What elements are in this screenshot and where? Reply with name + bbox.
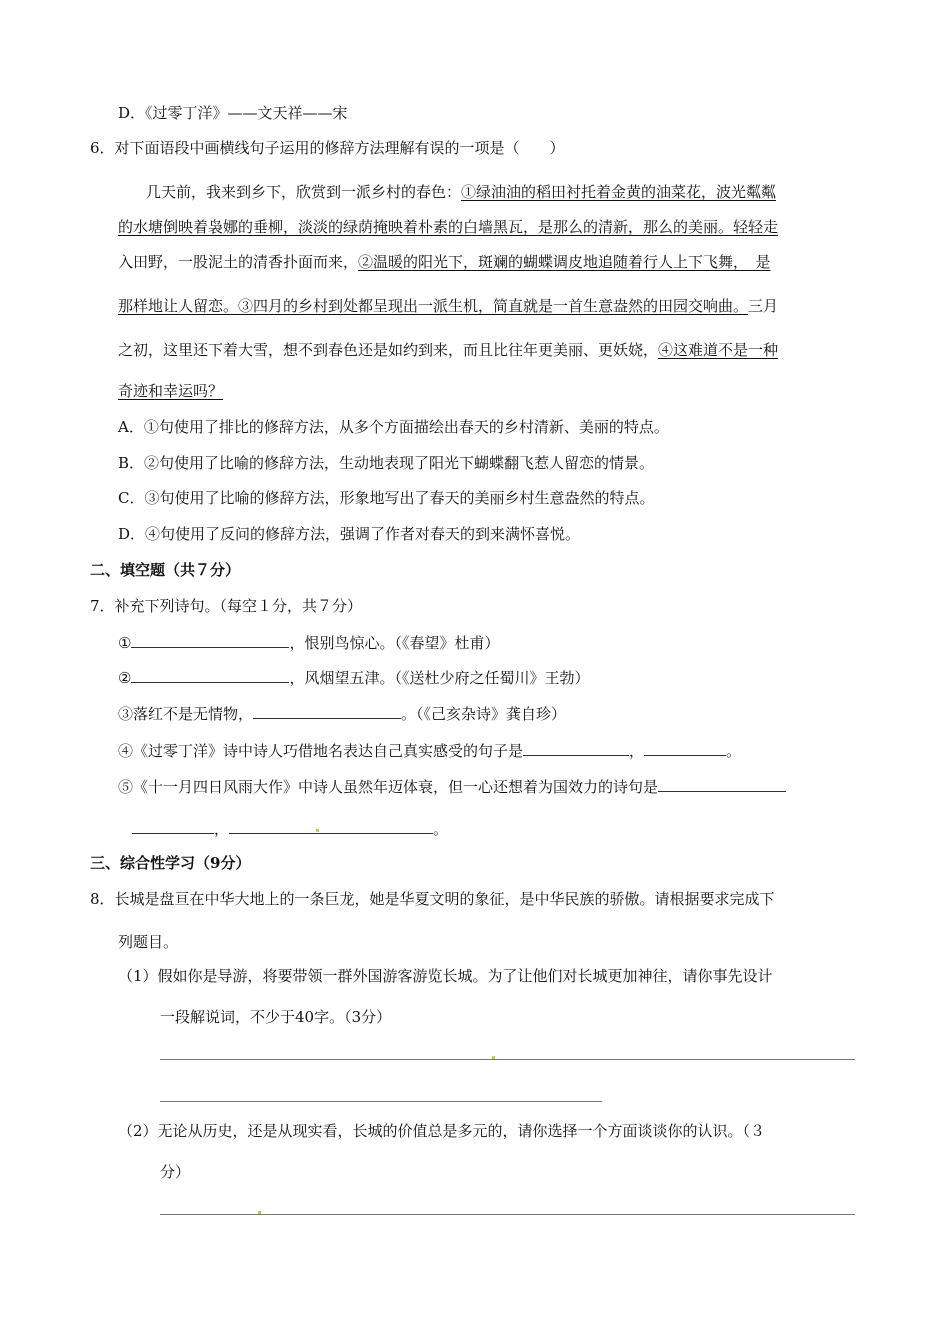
- section-2-heading: 二、填空题（共７分）: [90, 561, 241, 579]
- answer-blank[interactable]: [131, 667, 289, 683]
- item-text: 。: [726, 742, 742, 760]
- q7-item-5: [118, 776, 786, 796]
- answer-blank[interactable]: [229, 818, 433, 834]
- q6-passage-line-6: [118, 381, 223, 401]
- passage-underlined-sentence: 奇迹和幸运吗？: [118, 382, 224, 400]
- answer-blank[interactable]: [644, 740, 726, 756]
- item-text: ③落红不是无情物，: [118, 705, 254, 723]
- q7-item-3: [118, 703, 566, 723]
- q8-stem-line-1: 8．长城是盘亘在中华大地上的一条巨龙，她是华夏文明的象征，是中华民族的骄傲。请根据要求完成下: [90, 890, 775, 908]
- section-3-heading: 三、综合性学习（9分）: [90, 854, 251, 872]
- q8-part-2-line-2: 分）: [160, 1163, 191, 1181]
- q6-passage-line-5: [118, 340, 778, 360]
- q6-option-a: A．①句使用了排比的修辞方法，从多个方面描绘出春天的乡村清新、美丽的特点。: [118, 418, 669, 436]
- item-text: ，风烟望五津。（《送杜少府之任蜀川》王勃）: [289, 669, 590, 687]
- item-number: ①: [118, 634, 132, 652]
- item-text: ④《过零丁洋》诗中诗人巧借地名表达自己真实感受的句子是: [118, 742, 524, 760]
- passage-underlined-sentence: ②温暖的阳光下，斑斓的蝴蝶调皮地追随着行人上下飞舞， 是: [358, 253, 771, 271]
- q6-option-c: C．③句使用了比喻的修辞方法，形象地写出了春天的美丽乡村生意盎然的特点。: [118, 489, 655, 507]
- q7-item-4: [118, 740, 741, 760]
- q8-part-1-line-1: （1）假如你是导游，将要带领一群外国游客游览长城。为了让他们对长城更加神往，请你事先设计: [118, 967, 773, 985]
- passage-text: 之初，这里还下着大雪，想不到春色还是如约到来，而且比往年更美丽、更妖娆，: [118, 341, 659, 359]
- answer-blank[interactable]: [523, 740, 629, 756]
- passage-underlined-sentence: 那样地让人留恋。③四月的乡村到处都呈现出一派生机，简直就是一首生意盎然的田园交响曲。: [118, 297, 749, 315]
- q7-item-2: [118, 667, 589, 687]
- q7-item-5-continued: [132, 818, 448, 838]
- answer-blank[interactable]: [253, 703, 401, 719]
- q6-passage-line-3: [118, 252, 771, 272]
- item-text: 。（《己亥杂诗》龚自珍）: [401, 705, 567, 723]
- q8-part-1-line-2: 一段解说词，不少于40字。（3分）: [160, 1008, 392, 1026]
- item-text: ⑤《十一月四日风雨大作》中诗人虽然年迈体衰，但一心还想着为国效力的诗句是: [118, 778, 659, 796]
- passage-underlined-sentence: ④这难道不是一种: [658, 341, 779, 359]
- answer-blank[interactable]: [131, 632, 289, 648]
- passage-text: 三月: [748, 297, 779, 315]
- q8-stem-line-2: 列题目。: [118, 933, 179, 951]
- passage-underlined-sentence: 的水塘倒映着袅娜的垂柳，淡淡的绿荫掩映着朴素的白墙黑瓦，是那么的清新，那么的美丽。轻轻走: [118, 218, 779, 236]
- answer-line[interactable]: [160, 1101, 602, 1102]
- passage-text: 入田野，一股泥土的清香扑面而来，: [118, 253, 359, 271]
- q6-passage-line-2: [118, 217, 778, 237]
- q7-stem: 7．补充下列诗句。（每空１分，共７分）: [90, 597, 363, 615]
- scan-speck: [258, 1211, 261, 1214]
- passage-text: 几天前，我来到乡下，欣赏到一派乡村的春色：: [146, 183, 462, 201]
- q6-passage-line-1: [146, 182, 776, 202]
- q7-item-1: [118, 632, 499, 652]
- answer-line[interactable]: [160, 1059, 855, 1060]
- item-text: 。: [433, 820, 449, 838]
- q6-option-b: B．②句使用了比喻的修辞方法，生动地表现了阳光下蝴蝶翻飞惹人留恋的情景。: [118, 454, 655, 472]
- q8-part-2-line-1: （2）无论从历史，还是从现实看，长城的价值总是多元的，请你选择一个方面谈谈你的认识。（３: [118, 1122, 766, 1140]
- q6-stem: 6．对下面语段中画横线句子运用的修辞方法理解有误的一项是（ ）: [90, 139, 565, 157]
- item-number: ②: [118, 669, 132, 687]
- q6-option-d: D．④句使用了反问的修辞方法，强调了作者对春天的到来满怀喜悦。: [118, 525, 581, 543]
- item-text: ，: [214, 820, 230, 838]
- answer-blank[interactable]: [132, 818, 214, 834]
- q6-passage-line-4: [118, 296, 778, 316]
- scan-speck: [492, 1056, 495, 1059]
- answer-blank[interactable]: [658, 776, 786, 792]
- item-text: ，恨别鸟惊心。（《春望》杜甫）: [289, 634, 500, 652]
- answer-line[interactable]: [160, 1214, 855, 1215]
- scan-speck: [316, 829, 319, 832]
- passage-underlined-sentence: ①绿油油的稻田衬托着金黄的油菜花，波光粼粼: [461, 183, 777, 201]
- q5-option-d: D．《过零丁洋》——文天祥——宋: [118, 104, 348, 122]
- item-text: ，: [629, 742, 645, 760]
